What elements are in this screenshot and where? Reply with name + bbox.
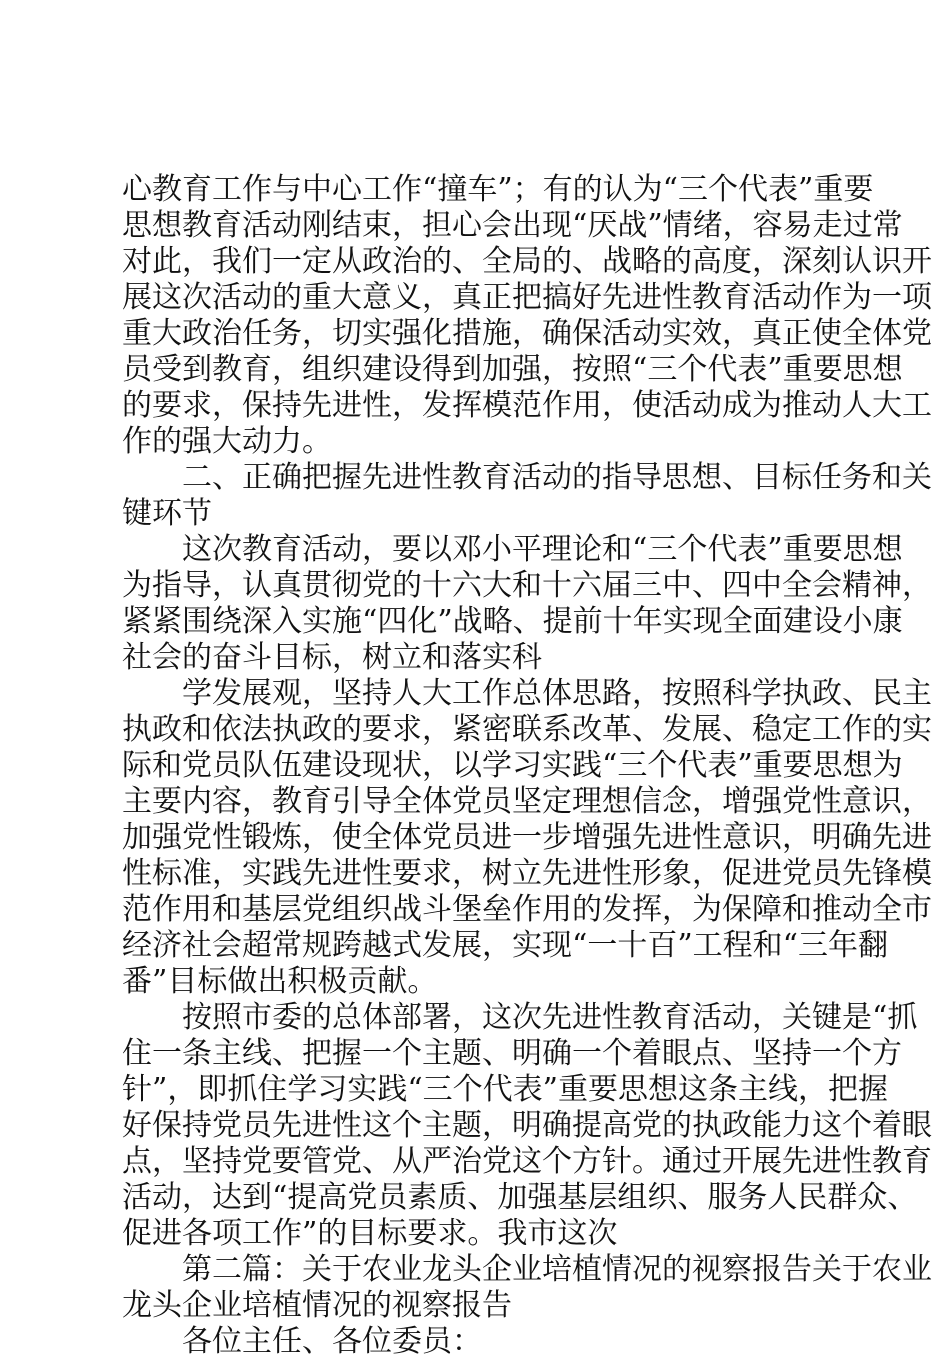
text-line: 住一条主线、把握一个主题、明确一个着眼点、坚持一个方 <box>122 1036 902 1071</box>
text-line: 经济社会超常规跨越式发展，实现“一十百”工程和“三年翻 <box>122 928 889 963</box>
text-line: 重大政治任务，切实强化措施，确保活动实效，真正使全体党 <box>122 316 932 351</box>
text-line: 的要求，保持先进性，发挥模范作用，使活动成为推动人大工 <box>122 388 932 423</box>
text-line: 展这次活动的重大意义，真正把搞好先进性教育活动作为一项 <box>122 280 932 315</box>
text-line: 按照市委的总体部署，这次先进性教育活动，关键是“抓 <box>182 1000 918 1035</box>
text-line: 紧紧围绕深入实施“四化”战略、提前十年实现全面建设小康 <box>122 604 903 639</box>
text-line: 主要内容，教育引导全体党员坚定理想信念，增强党性意识， <box>122 784 932 819</box>
text-line: 对此，我们一定从政治的、全局的、战略的高度，深刻认识开 <box>122 244 932 279</box>
text-line: 员受到教育，组织建设得到加强，按照“三个代表”重要思想 <box>122 352 903 387</box>
text-line: 社会的奋斗目标，树立和落实科 <box>122 640 542 675</box>
salutation: 各位主任、各位委员： <box>182 1324 482 1359</box>
text-line: 心教育工作与中心工作“撞车”；有的认为“三个代表”重要 <box>122 172 874 207</box>
text-line: 范作用和基层党组织战斗堡垒作用的发挥，为保障和推动全市 <box>122 892 932 927</box>
text-line: 思想教育活动刚结束，担心会出现“厌战”情绪，容易走过常 <box>122 208 903 243</box>
text-line: 作的强大动力。 <box>122 424 332 459</box>
text-line: 针”，即抓住学习实践“三个代表”重要思想这条主线，把握 <box>122 1072 889 1107</box>
text-line: 性标准，实践先进性要求，树立先进性形象，促进党员先锋模 <box>122 856 932 891</box>
text-line: 执政和依法执政的要求，紧密联系改革、发展、稳定工作的实 <box>122 712 932 747</box>
section-heading-continued: 键环节 <box>122 496 212 531</box>
text-line: 学发展观，坚持人大工作总体思路，按照科学执政、民主 <box>182 676 932 711</box>
chapter-title: 第二篇：关于农业龙头企业培植情况的视察报告关于农业 <box>182 1252 932 1287</box>
text-line: 番”目标做出积极贡献。 <box>122 964 438 999</box>
text-line: 点，坚持党要管党、从严治党这个方针。通过开展先进性教育 <box>122 1144 932 1179</box>
text-line: 加强党性锻炼，使全体党员进一步增强先进性意识，明确先进 <box>122 820 932 855</box>
chapter-title-continued: 龙头企业培植情况的视察报告 <box>122 1288 512 1323</box>
text-line: 这次教育活动，要以邓小平理论和“三个代表”重要思想 <box>182 532 903 567</box>
text-line: 好保持党员先进性这个主题，明确提高党的执政能力这个着眼 <box>122 1108 932 1143</box>
text-line: 促进各项工作”的目标要求。我市这次 <box>122 1216 618 1251</box>
text-line: 际和党员队伍建设现状，以学习实践“三个代表”重要思想为 <box>122 748 903 783</box>
text-line: 活动，达到“提高党员素质、加强基层组织、服务人民群众、 <box>122 1180 918 1215</box>
text-line: 为指导，认真贯彻党的十六大和十六届三中、四中全会精神， <box>122 568 932 603</box>
section-heading: 二、正确把握先进性教育活动的指导思想、目标任务和关 <box>182 460 932 495</box>
